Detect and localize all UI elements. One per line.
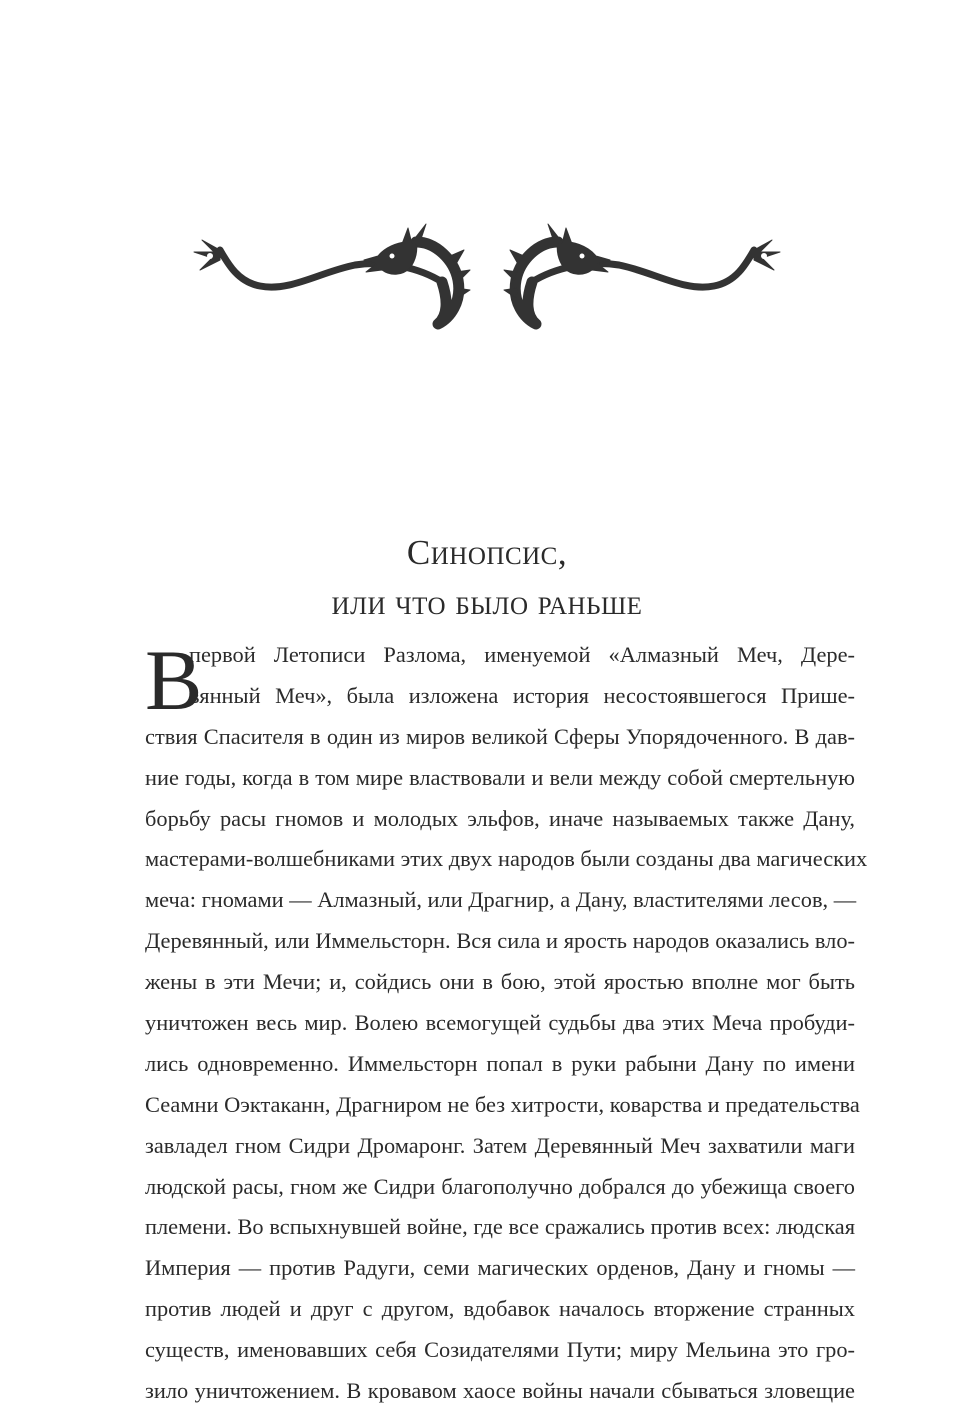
- chapter-title: [0, 528, 974, 628]
- text-line: существ, именовавших себя Созидателями Пути; миру Мельина это гро-: [145, 1337, 855, 1363]
- text-line: лись одновременно. Иммельсторн попал в руки рабыни Дану по имени: [145, 1050, 855, 1076]
- text-line: вянный Меч», была изложена история несостоявшегося Прише-: [189, 682, 855, 708]
- text-line: Сеамни Оэктаканн, Драгниром не без хитрости, коварства и предательства: [145, 1091, 860, 1117]
- text-line: людской расы, гном же Сидри благополучно добрался до убежища своего: [145, 1173, 855, 1199]
- text-line: борьбу расы гномов и молодых эльфов, иначе называемых также Дану,: [145, 805, 855, 831]
- text-line: против людей и друг с другом, вдобавок началось вторжение странных: [145, 1296, 855, 1322]
- text-line: меча: гномами — Алмазный, или Драгнир, а Дану, властителями лесов, —: [145, 887, 857, 913]
- text-line: завладел гном Сидри Дромаронг. Затем Деревянный Меч захватили маги: [145, 1132, 855, 1158]
- left-dragon-icon: [194, 224, 470, 324]
- text-line: ствия Спасителя в один из миров великой Сферы Упорядоченного. В дав-: [145, 723, 855, 749]
- body-text: [145, 632, 868, 1412]
- drop-cap: В: [145, 632, 203, 728]
- text-line: ние годы, когда в том мире властвовали и вели между собой смертельную: [145, 764, 855, 790]
- text-line: Империя — против Радуги, семи магических орденов, Дану и гномы —: [145, 1255, 855, 1281]
- text-line: уничтожен весь мир. Волею всемогущей судьбы два этих Меча пробуди-: [145, 1010, 855, 1036]
- text-line: зило уничтожением. В кровавом хаосе войны начали сбываться зловещие: [145, 1378, 855, 1404]
- right-dragon-icon: [504, 224, 780, 324]
- text-line: племени. Во вспыхнувшей войне, где все сражались против всех: людская: [145, 1214, 855, 1240]
- text-line: жены в эти Мечи; и, сойдись они в бою, этой яростью вполне мог быть: [145, 969, 855, 995]
- chapter-title-line: или что было раньше: [331, 583, 643, 622]
- text-line: мастерами-волшебниками этих двух народов были созданы два магических: [145, 846, 868, 872]
- chapter-title-line: Синопсис,: [406, 533, 568, 572]
- text-line: Деревянный, или Иммельсторн. Вся сила и ярость народов оказались вло-: [145, 928, 855, 954]
- dragon-ornament: [180, 220, 794, 330]
- text-line: первой Летописи Разлома, именуемой «Алмазный Меч, Дере-: [189, 642, 855, 667]
